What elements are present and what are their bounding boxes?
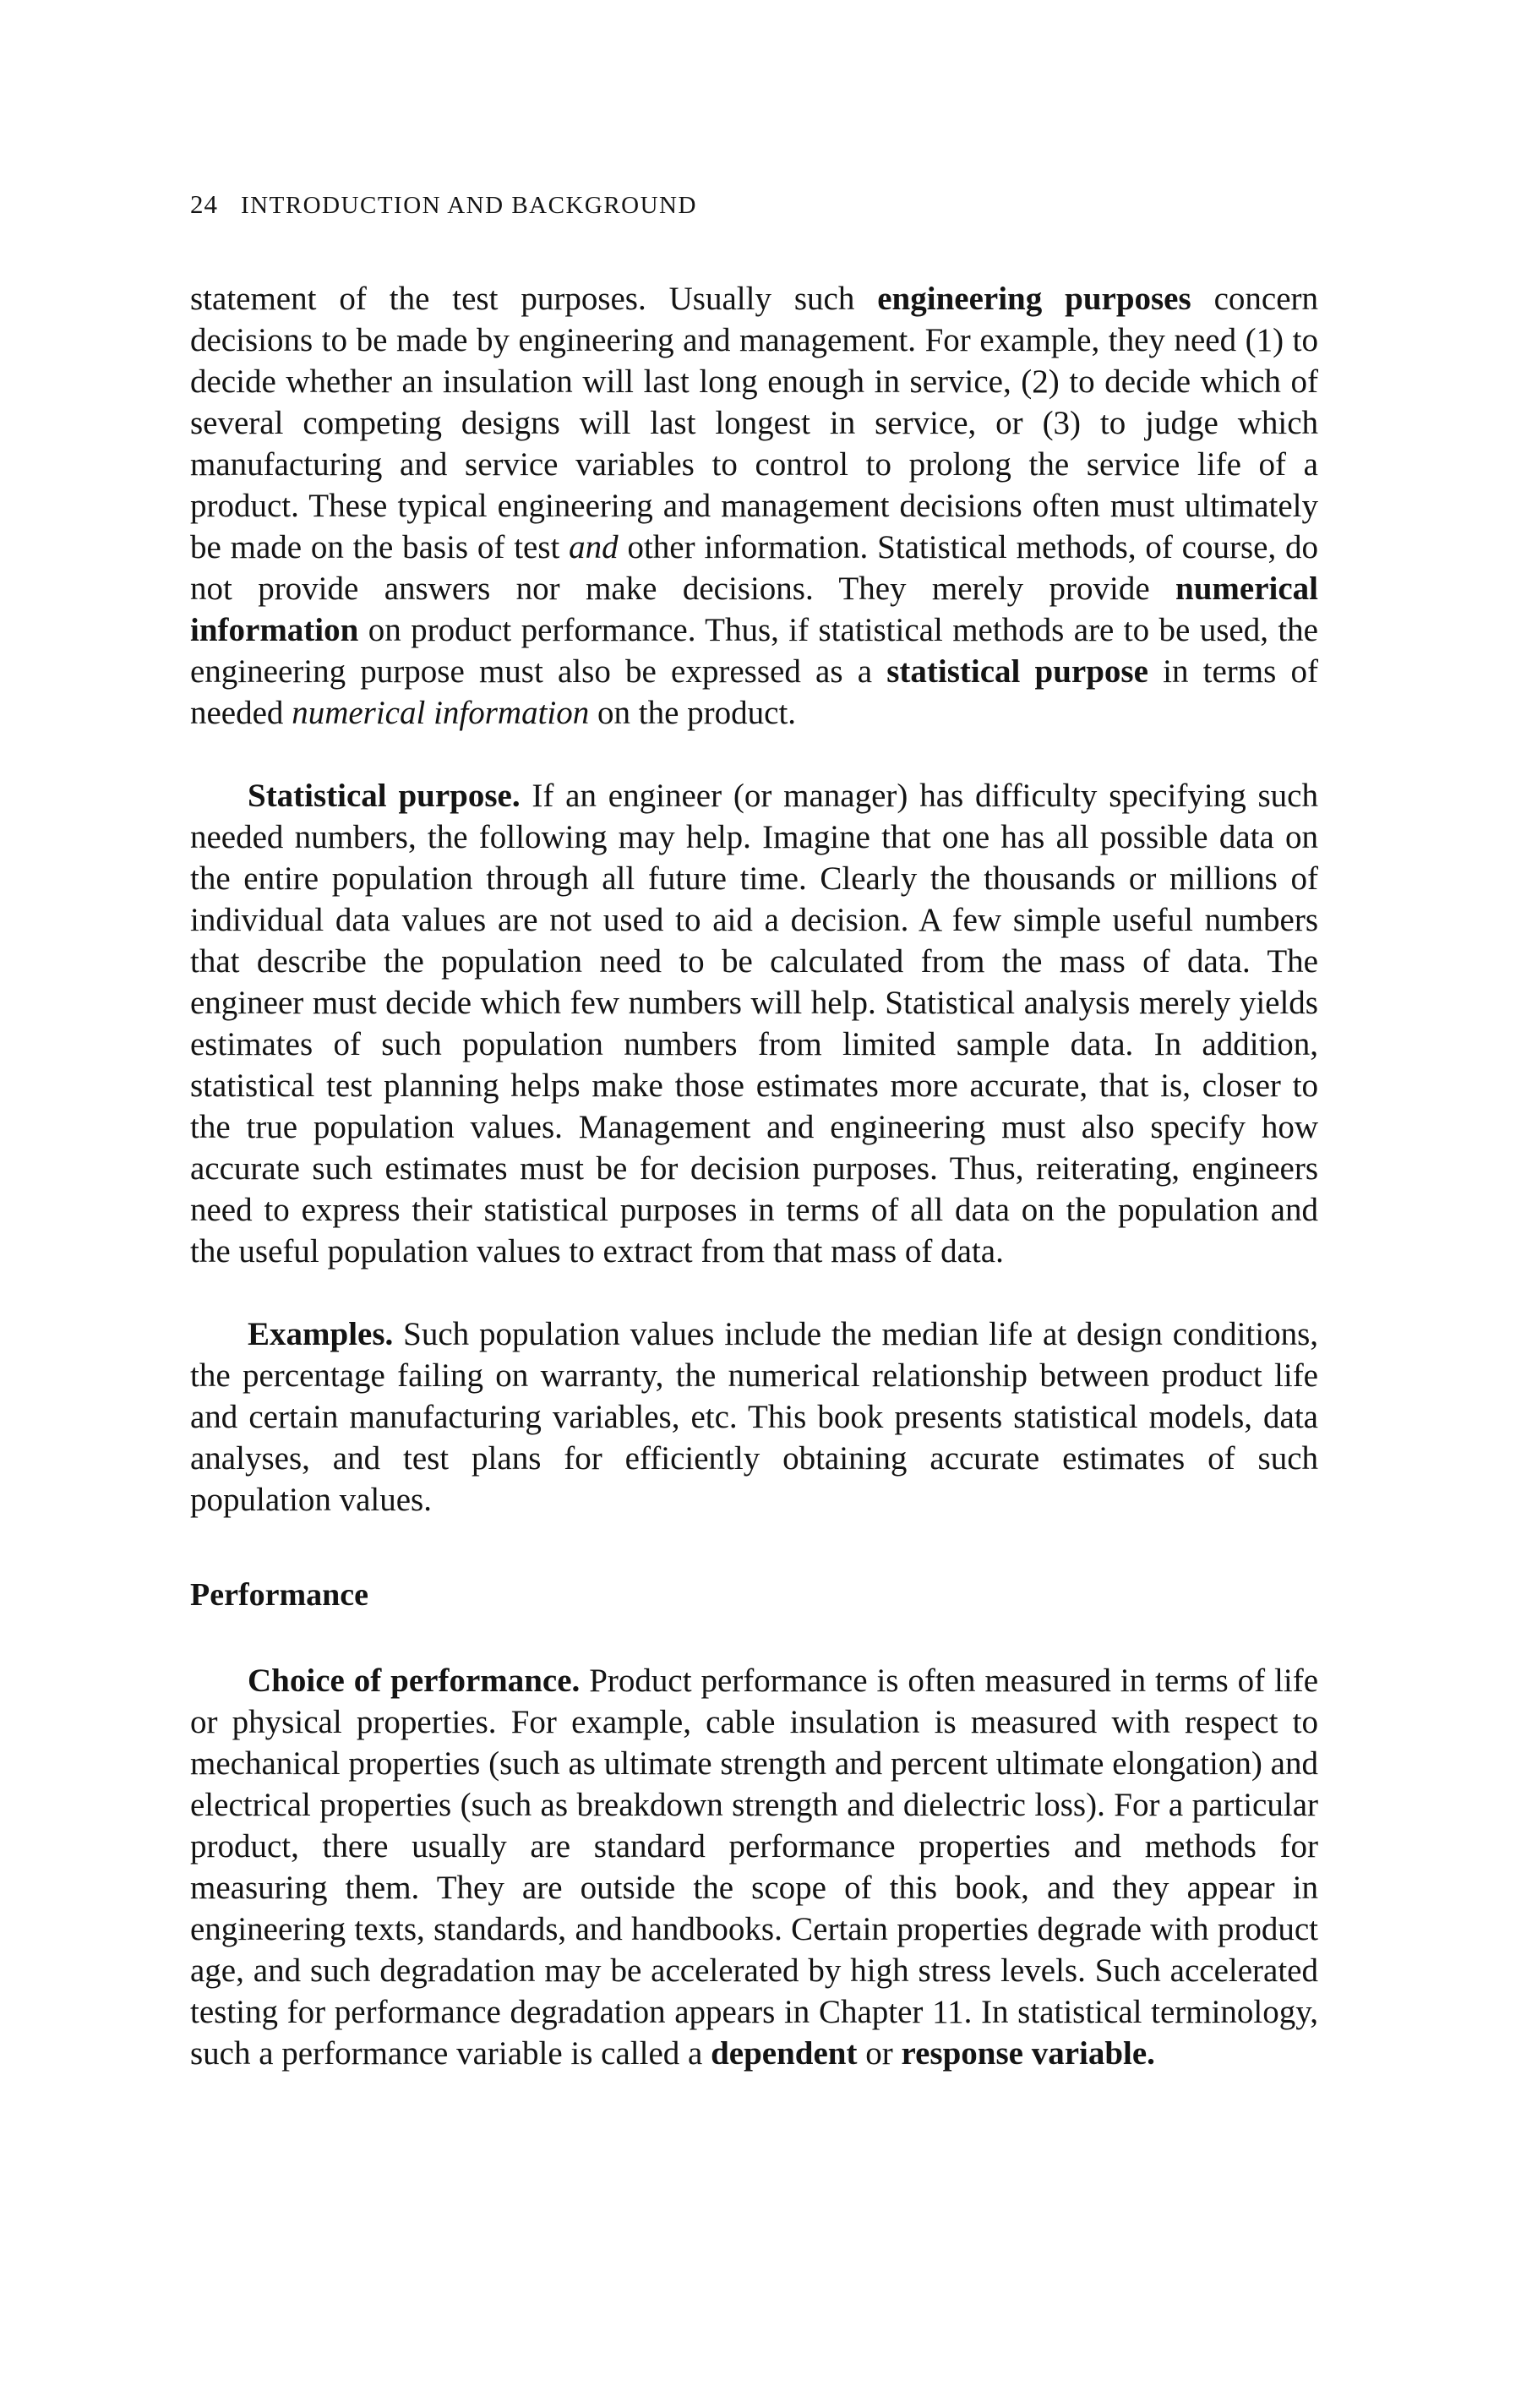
- text-segment: If an engineer (or manager) has difficulty specifying such needed numbers, the following may help. Imagine that one has all possible data on the entire population through all future time. Clearly the thousands or millions of individual data values are not used to aid a decision. A few simple useful numbers that describe the population need to be calculated from the mass of data. The engineer must decide which few numbers will help. Statistical analysis merely yields estimates of such population numbers from limited sample data. In addition, statistical test planning helps make those estimates more accurate, that is, closer to the true population values. Management and engineering must also specify how accurate such estimates must be for decision purposes. Thus, reiterating, engineers need to express their statistical purposes in terms of all data on the population and the useful population values to extract from that mass of data.: [190, 778, 1318, 1270]
- text-segment: or: [857, 2035, 902, 2072]
- term-dependent: dependent: [711, 2035, 858, 2072]
- text-segment: Such population values include the median life at design conditions, the percentage failing on warranty, the numerical relationship between product life and certain manufacturing variables, etc. This book presents statistical models, data analyses, and test plans for efficiently obtaining accurate estimates of such population values.: [190, 1316, 1318, 1518]
- paragraph-engineering-purposes: [190, 278, 1318, 734]
- run-in-heading-statistical-purpose: Statistical purpose.: [248, 778, 521, 814]
- text-segment: statement of the test purposes. Usually such: [190, 281, 878, 317]
- term-numerical-information: numerical information: [190, 571, 1318, 648]
- run-in-heading-examples: Examples.: [248, 1316, 394, 1352]
- paragraph-choice-of-performance: [190, 1660, 1318, 2074]
- book-page: [190, 188, 1318, 2074]
- text-segment: Product performance is often measured in terms of life or physical properties. For example, cable insulation is measured with respect to mechanical properties (such as ultimate strength and percent ultimate elongation) and electrical properties (such as breakdown strength and dielectric loss). For a particular product, there usually are standard performance properties and methods for measuring them. They are outside the scope of this book, and they appear in engineering texts, standards, and handbooks. Certain properties degrade with product age, and such degradation may be accelerated by high stress levels. Such accelerated testing for performance degradation appears in Chapter 11. In statistical terminology, such a performance variable is called a: [190, 1663, 1319, 2072]
- term-engineering-purposes: engineering purposes: [877, 281, 1191, 317]
- term-statistical-purpose: statistical purpose: [886, 653, 1148, 690]
- chapter-title: INTRODUCTION AND BACKGROUND: [241, 192, 697, 219]
- running-head: [190, 188, 1318, 222]
- paragraph-statistical-purpose: [190, 775, 1318, 1272]
- text-segment: concern decisions to be made by engineering and management. For example, they need (1) to decide whether an insulation will last long enough in service, (2) to decide which of several competing designs will last longest in service, or (3) to judge which manufacturing and service variables to control to prolong the service life of a product. These typical engineering and management decisions often must ultimately be made on the basis of test: [190, 281, 1319, 565]
- section-heading-performance: Performance: [190, 1577, 368, 1613]
- page-number: 24: [190, 189, 218, 219]
- term-response-variable: response variable.: [901, 2035, 1155, 2072]
- run-in-heading-choice-of-performance: Choice of performance.: [248, 1663, 581, 1699]
- emphasis-numerical-information: numerical information: [292, 695, 590, 731]
- text-segment: in terms of needed: [190, 653, 1318, 731]
- text-segment: on the product.: [589, 695, 797, 731]
- text-segment: on product performance. Thus, if statistical methods are to be used, the engineering purpose must also be expressed as a: [190, 612, 1318, 690]
- emphasis-and: and: [569, 529, 619, 565]
- text-segment: other information. Statistical methods, of course, do not provide answers nor make decisions. They merely provide: [190, 529, 1318, 607]
- paragraph-examples: [190, 1313, 1318, 1521]
